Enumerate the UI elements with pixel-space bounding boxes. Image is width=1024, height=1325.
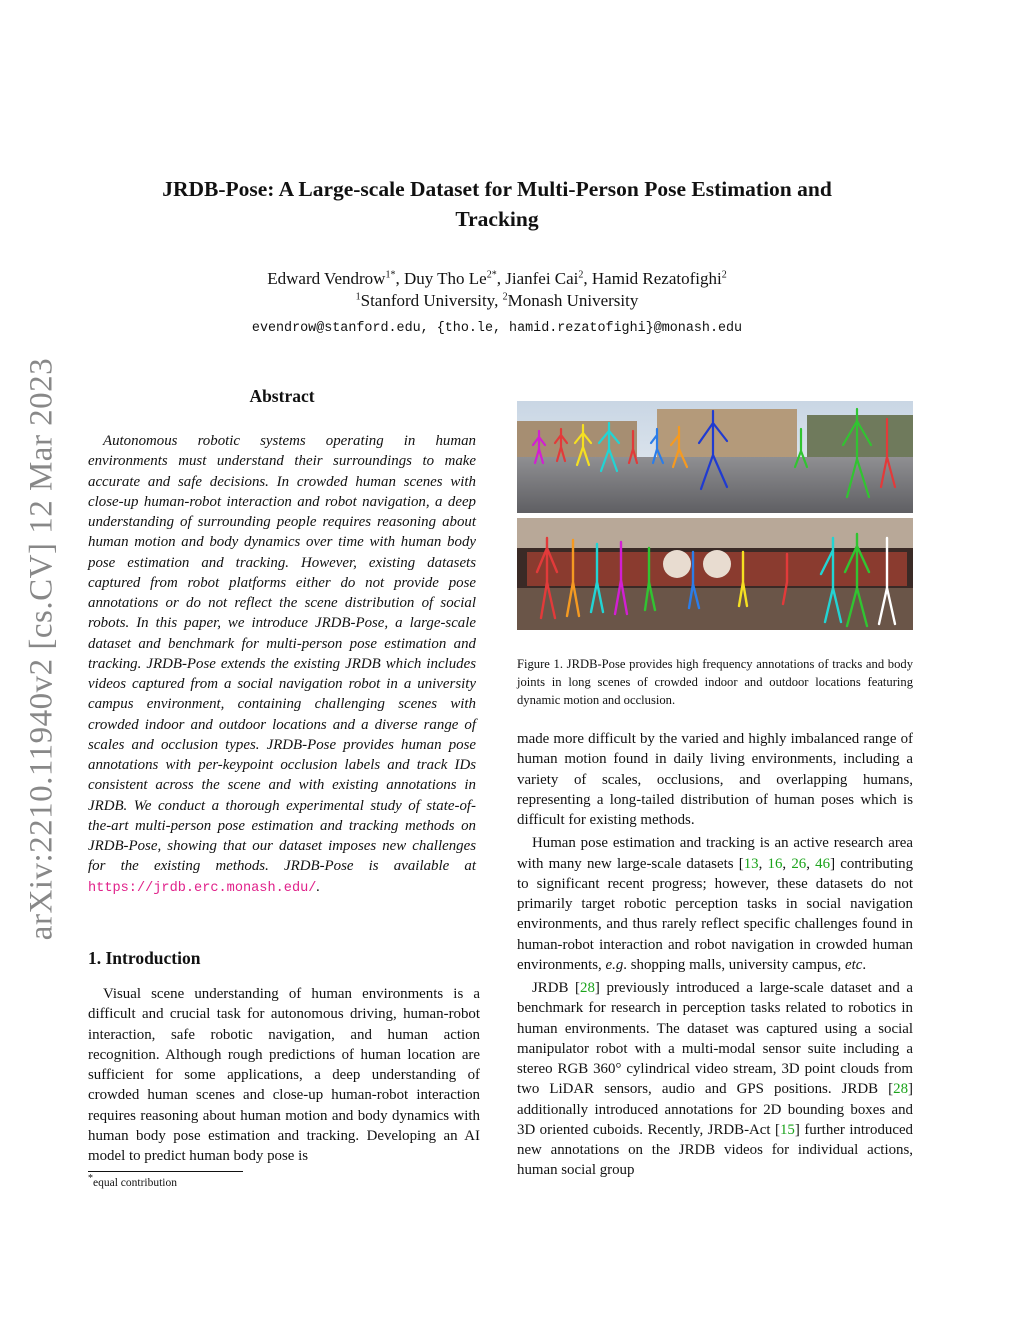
- dataset-url-link[interactable]: https://jrdb.erc.monash.edu/: [88, 880, 317, 896]
- author-name: Duy Tho Le: [403, 269, 487, 288]
- affiliations: [100, 290, 894, 312]
- citation-link[interactable]: 15: [779, 1121, 795, 1138]
- footnote: [88, 1173, 177, 1189]
- section-heading-introduction: 1. Introduction: [88, 948, 201, 968]
- etc-italic: etc: [844, 956, 863, 973]
- author-list: Edward Vendrow$^{1*}$, Duy Tho $Le^{2*}$, Jianfei Cai$^2$, Hamid Rezatofighi$^2$: [267, 269, 727, 288]
- paper-title: [100, 174, 894, 234]
- arxiv-identifier[interactable]: arXiv:2210.11940v2 [cs.CV] 12 Mar 2023: [23, 357, 60, 941]
- author-sup: 2*: [486, 269, 497, 281]
- p4-text: JRDB [: [532, 980, 580, 996]
- intro-paragraph-4: [517, 978, 913, 1181]
- abstract-heading: Abstract: [249, 386, 315, 406]
- author-block: [100, 268, 894, 312]
- p4-text: ] further introduced new annotations on the JRDB videos for individual actions, human social group: [517, 1121, 913, 1179]
- p3-text: ] contributing to significant recent progress; however, these datasets do not primarily target robotic perception tasks in social navigation environments, and thus rarely reflect specific challenges found in human-robot interaction and robot navigation in crowded human environments,: [517, 855, 914, 973]
- author-name: Jianfei Cai: [505, 269, 579, 288]
- author-sup: 1*: [385, 269, 396, 281]
- p3-text: . shopping malls, university campus,: [623, 956, 845, 973]
- figure-outdoor-photo: [517, 401, 913, 513]
- citation-link[interactable]: 28: [893, 1081, 909, 1098]
- affil-sup: 2: [502, 291, 508, 303]
- arxiv-sidebar: [22, 354, 62, 944]
- p3-text: Human pose estimation and tracking is an active research area with many new large-scale datasets [: [517, 835, 913, 872]
- p4-text: ] previously introduced a large-scale dataset and a benchmark for research in perception tasks related to robotics in human environments. The dataset was captured using a social manipulator robot with a multi-modal sensor suite including a stereo RGB 360° cylindrical video stream, 3D point clouds from two LiDAR sensors, audio and GPS positions. JRDB [: [517, 980, 914, 1098]
- affiliation-stanford: Stanford University,: [360, 291, 503, 310]
- citation-link[interactable]: 13: [743, 855, 759, 872]
- figure-indoor-photo: [517, 518, 913, 630]
- author-emails: evendrow@stanford.edu, {tho.le, hamid.rezatofighi}@monash.edu: [251, 321, 743, 336]
- affiliation-monash: Monash University: [507, 291, 639, 310]
- figure-1: [517, 401, 913, 630]
- citation-link[interactable]: 28: [580, 980, 595, 996]
- title-line-2: Tracking: [455, 207, 539, 231]
- figure-1-caption: Figure 1. JRDB-Pose provides high frequency annotations of tracks and body joints in long scenes of crowded indoor and outdoor locations featuring dynamic motion and occlusion.: [517, 657, 913, 707]
- intro-paragraph-1: Visual scene understanding of human environments is a difficult and crucial task for autonomous driving, human-robot interaction, safe robotic navigation, and human action recognition. Although rough predictions of human location are sufficient for some applications, a deep understanding of crowded human scenes and close-up human-robot interaction requires reasoning about human motion and body dynamics with human body pose estimation and tracking. Developing an AI model to predict human body pose is: [88, 986, 480, 1164]
- abstract-end: .: [316, 878, 321, 895]
- intro-paragraph-3: [517, 833, 913, 975]
- citation-link[interactable]: 26: [791, 855, 807, 872]
- author-name: Hamid Rezatofighi: [591, 269, 722, 288]
- footnote-text: equal contribution: [93, 1177, 177, 1189]
- author-name: Edward Vendrow: [267, 269, 386, 288]
- right-column-text: [517, 729, 913, 1181]
- citation-sep: ,: [758, 855, 768, 872]
- author-sup: 2: [721, 269, 727, 281]
- affil-sup: 1: [355, 291, 361, 303]
- eg-italic: e.g: [605, 956, 624, 973]
- footnote-mark: *: [88, 1173, 93, 1185]
- p3-text: .: [862, 956, 867, 973]
- intro-paragraph-2: made more difficult by the varied and highly imbalanced range of human motion found in daily living environments, including a variety of scales, occlusions, and overlapping humans, representing a long-tailed distribution of human poses which is difficult for existing methods.: [517, 731, 913, 828]
- footnote-divider: [88, 1171, 243, 1172]
- citation-link[interactable]: 46: [815, 855, 831, 872]
- abstract-text: Autonomous robotic systems operating in human environments must understand their surroundings to make accurate and safe decisions. In crowded human scenes with close-up human-robot interaction and robot navigation, a deep understanding of surrounding people requires reasoning about human motion and body dynamics over time with human body pose estimation and tracking. However, existing datasets captured from robot platforms either do not provide pose annotations or do not reflect the scene distribution of social robots. In this paper, we introduce JRDB-Pose, a large-scale dataset and benchmark for multi-person pose estimation and tracking. JRDB-Pose extends the existing JRDB which includes videos captured from a social navigation robot in a university campus environment, containing challenging scenes with crowded indoor and outdoor locations and a diverse range of scales and occlusion types. JRDB-Pose provides human pose annotations with per-keypoint occlusion labels and track IDs consistent across the scene and with existing annotations in JRDB. We conduct a thorough experimental study of state-of-the-art multi-person pose estimation and tracking methods on JRDB-Pose, showing that our dataset imposes new challenges for the existing methods. JRDB-Pose is available at: [88, 433, 476, 875]
- abstract-body: [88, 431, 476, 899]
- author-sup: 2: [578, 269, 584, 281]
- citation-sep: ,: [782, 855, 792, 872]
- citation-sep: ,: [806, 855, 816, 872]
- citation-link[interactable]: 16: [767, 855, 783, 872]
- p4-text: ] additionally introduced annotations for 2D bounding boxes and 3D oriented cuboids. Recently, JRDB-Act [: [517, 1081, 913, 1138]
- title-line-1: JRDB-Pose: A Large-scale Dataset for Multi-Person Pose Estimation and: [162, 177, 832, 201]
